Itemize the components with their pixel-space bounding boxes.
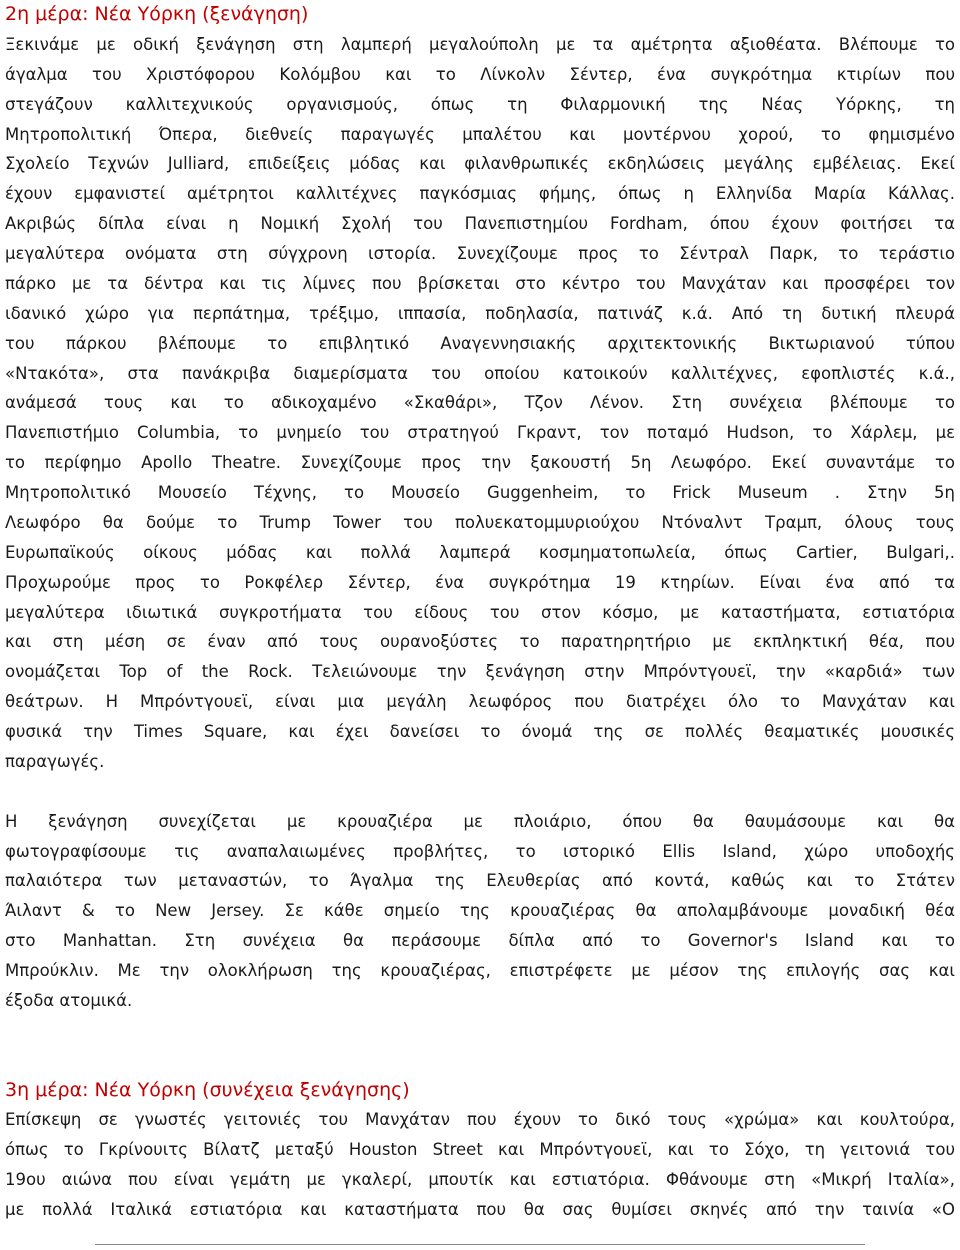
- text-line: Προχωρούμε προς το Ροκφέλερ Σέντερ, ένα συγκρότημα 19 κτηρίων. Είναι ένα από τα: [5, 572, 955, 592]
- text-line: στεγάζουν καλλιτεχνικούς οργανισμούς, όπως τη Φιλαρμονική της Νέας Υόρκης, τη: [5, 94, 955, 114]
- text-line: φωτογραφίσουμε τις αναπαλαιωμένες προβλήτες, το ιστορικό Ellis Island, χώρο υποδοχής: [5, 841, 955, 861]
- text-line: του πάρκου βλέπουμε το επιβλητικό Αναγεννησιακής αρχιτεκτονικής Βικτωριανού τύπου: [5, 333, 955, 353]
- text-line: 19ου αιώνα που είναι γεμάτη με γκαλερί, μπουτίκ και εστιατόρια. Φθάνουμε στη «Μικρή Ιταλία»,: [5, 1170, 955, 1190]
- text-line: μεγαλύτερα ιδιωτικά συγκροτήματα του είδους του στον κόσμο, με καταστήματα, εστιατόρια: [5, 602, 955, 622]
- text-line: στο Manhattan. Στη συνέχεια θα περάσουμε δίπλα από το Governor's Island και το: [5, 931, 955, 951]
- document-body: [5, 0, 955, 1225]
- text-line: όπως το Γκρίνουιτς Βίλατζ μεταξύ Houston Street και Μπρόντγουεϊ, και το Σόχο, τη γειτονιά του: [5, 1140, 955, 1160]
- text-line: άγαλμα του Χριστόφορου Κολόμβου και το Λίνκολν Σέντερ, ένα συγκρότημα κτιρίων που: [5, 64, 955, 84]
- text-line: Λεωφόρο θα δούμε το Trump Tower του πολυεκατομμυριούχου Ντόναλντ Τραμπ, όλους τους: [5, 512, 955, 532]
- text-line: Η ξενάγηση συνεχίζεται με κρουαζιέρα με πλοιάριο, όπου θα θαυμάσουμε και θα: [5, 811, 955, 831]
- text-line: Άιλαντ & το New Jersey. Σε κάθε σημείο της κρουαζιέρας θα απολαμβάνουμε μοναδική θέα: [5, 901, 955, 921]
- text-line: Ευρωπαϊκούς οίκους μόδας και πολλά λαμπερά κοσμηματοπωλεία, όπως Cartier, Bulgari,.: [5, 542, 955, 562]
- paragraph-spacer: [5, 777, 955, 807]
- text-line: παραγωγές.: [5, 751, 105, 771]
- text-line: μεγαλύτερα ονόματα στη σύγχρονη ιστορία. Συνεχίζουμε προς το Σέντραλ Παρκ, το τεράστιο: [5, 244, 955, 263]
- day2-paragraph-1: [5, 30, 955, 777]
- text-line: Ακριβώς δίπλα είναι η Νομική Σχολή του Πανεπιστημίου Fordham, όπου έχουν φοιτήσει τα: [5, 214, 955, 234]
- paragraph-spacer: [5, 1016, 955, 1046]
- day2-heading: 2η μέρα: Νέα Υόρκη (ξενάγηση): [5, 3, 309, 25]
- text-line: Μητροπολιτική Όπερα, διεθνείς παραγωγές μπαλέτου και μοντέρνου χορού, το φημισμένο: [5, 124, 955, 144]
- text-line: Μητροπολιτικό Μουσείο Τέχνης, το Μουσείο Guggenheim, το Frick Museum . Στην 5η: [5, 483, 955, 502]
- day3-paragraph-1: [5, 1105, 955, 1225]
- text-line: Μπρούκλιν. Με την ολοκλήρωση της κρουαζιέρας, επιστρέφετε με μέσον της επιλογής σας και: [5, 961, 955, 980]
- text-line: έχουν εμφανιστεί αμέτρητοι καλλιτέχνες παγκόσμιας φήμης, όπως η Ελληνίδα Μαρία Κάλλας.: [5, 184, 955, 204]
- text-line: Επίσκεψη σε γνωστές γειτονιές του Μανχάταν που έχουν το δικό τους «χρώμα» και κουλτούρα,: [5, 1110, 955, 1130]
- paragraph-spacer: [5, 1046, 955, 1076]
- text-line: με πολλά Ιταλικά εστιατόρια και καταστήματα που θα σας θυμίσει σκηνές από την ταινία «Ο: [5, 1200, 955, 1219]
- text-line: Σχολείο Τεχνών Julliard, επιδείξεις μόδας και φιλανθρωπικές εκδηλώσεις μεγάλης εμβέλειας. Εκεί: [5, 154, 955, 174]
- text-line: ονομάζεται Top of the Rock. Τελειώνουμε την ξενάγηση στην Μπρόντγουεϊ, την «καρδιά» των: [5, 662, 955, 682]
- text-line: φυσικά την Times Square, και έχει δανείσει το όνομά της σε πολλές θεαματικές μουσικές: [5, 722, 955, 741]
- text-line: «Ντακότα», στα πανάκριβα διαμερίσματα του οποίου κατοικούν καλλιτέχνες, εφοπλιστές κ.ά.,: [5, 363, 955, 383]
- text-line: Ξεκινάμε με οδική ξενάγηση στη λαμπερή μεγαλούπολη με τα αμέτρητα αξιοθέατα. Βλέπουμε το: [5, 34, 955, 54]
- text-line: θεάτρων. Η Μπρόντγουεϊ, είναι μια μεγάλη λεωφόρος που διατρέχει όλο το Μανχάταν και: [5, 692, 955, 712]
- text-line: ανάμεσά τους και το αδικοχαμένο «Σκαθάρι», Τζον Λένον. Στη συνέχεια βλέπουμε το: [5, 393, 955, 413]
- text-line: πάρκο με τα δέντρα και τις λίμνες που βρίσκεται στο κέντρο του Μανχάταν και προσφέρει τον: [5, 273, 955, 293]
- footer-divider: [95, 1244, 865, 1245]
- text-line: Πανεπιστήμιο Columbia, το μνημείο του στρατηγού Γκραντ, τον ποταμό Hudson, το Χάρλεμ, με: [5, 423, 955, 443]
- text-line: και στη μέση σε έναν από τους ουρανοξύστες το παρατηρητήριο με εκπληκτική θέα, που: [5, 632, 955, 652]
- day2-paragraph-2: [5, 807, 955, 1016]
- text-line: παλαιότερα των μεταναστών, το Άγαλμα της Ελευθερίας από κοντά, καθώς και το Στάτεν: [5, 871, 955, 891]
- text-line: έξοδα ατομικά.: [5, 990, 133, 1010]
- day3-heading: 3η μέρα: Νέα Υόρκη (συνέχεια ξενάγησης): [5, 1078, 410, 1101]
- text-line: ιδανικό χώρο για περπάτημα, τρέξιμο, ιππασία, ποδηλασία, πατινάζ κ.ά. Από τη δυτική πλευρά: [5, 303, 955, 323]
- text-line: το περίφημο Apollo Theatre. Συνεχίζουμε προς την ξακουστή 5η Λεωφόρο. Εκεί συναντάμε το: [5, 453, 955, 473]
